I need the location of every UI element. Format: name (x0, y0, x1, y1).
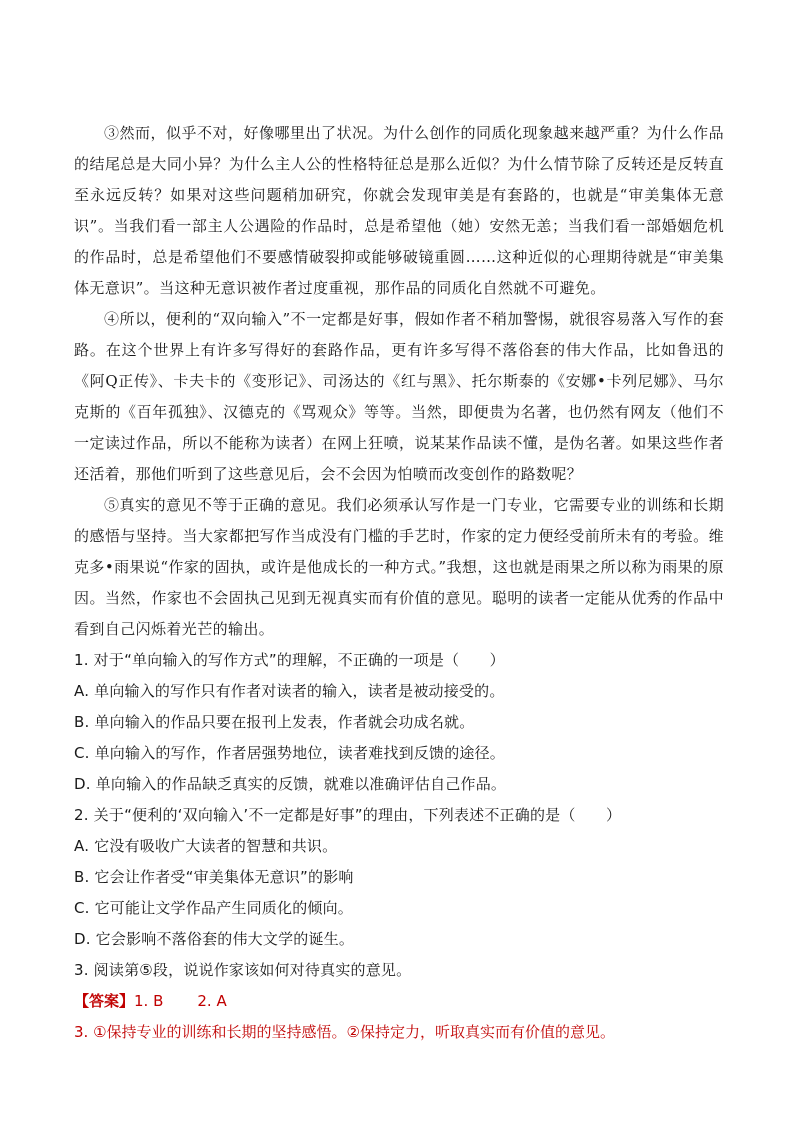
option-a: A. 它没有吸收广大读者的智慧和共识。 (74, 837, 338, 855)
option-b: B. 它会让作者受“审美集体无意识”的影响 (74, 868, 354, 886)
option-c: C. 单向输入的写作，作者居强势地位，读者难找到反馈的途径。 (74, 744, 506, 762)
question-stem: 1. 对于“单向输入的写作方式”的理解，不正确的一项是（ ） (74, 651, 505, 669)
option-c: C. 它可能让文学作品产生同质化的倾向。 (74, 899, 354, 917)
option-a: A. 单向输入的写作只有作者对读者的输入，读者是被动接受的。 (74, 682, 505, 700)
answer-section (74, 986, 724, 1048)
document-page (74, 118, 724, 1048)
passage-paragraph-5: ⑤真实的意见不等于正确的意见。我们必须承认写作是一门专业，它需要专业的训练和长期的感悟与坚持。当大家都把写作当成没有门槛的手艺时，作家的定力便经受前所未有的考验。维克多•雨果说“作家的固执，或许是他成长的一种方式。”我想，这也就是雨果之所以称为雨果的原因。当然，作家也不会固执己见到无视真实而有价值的意见。聪明的读者一定能从优秀的作品中看到自己闪烁着光芒的输出。 (74, 496, 724, 638)
passage-paragraph-3: ③然而，似乎不对，好像哪里出了状况。为什么创作的同质化现象越来越严重？为什么作品的结尾总是大同小异？为什么主人公的性格特征总是那么近似？为什么情节除了反转还是反转直至永远反转？如果对这些问题稍加研究，你就会发现审美是有套路的，也就是“审美集体无意识”。当我们看一部主人公遇险的作品时，总是希望他（她）安然无恙；当我们看一部婚姻危机的作品时，总是希望他们不要感情破裂抑或能够破镜重圆……这种近似的心理期待就是“审美集体无意识”。当这种无意识被作者过度重视，那作品的同质化自然就不可避免。 (74, 124, 724, 297)
question-3 (74, 955, 724, 986)
answer-label: 【答案】 (74, 992, 135, 1010)
question-1 (74, 645, 724, 800)
answer-3: 3. ①保持专业的训练和长期的坚持感悟。②保持定力，听取真实而有价值的意见。 (74, 1023, 615, 1041)
question-2 (74, 800, 724, 955)
passage-paragraph-4: ④所以，便利的“双向输入”不一定都是好事，假如作者不稍加警惕，就很容易落入写作的套路。在这个世界上有许多写得好的套路作品，更有许多写得不落俗套的伟大作品，比如鲁迅的《阿Q正传》、卡夫卡的《变形记》、司汤达的《红与黑》、托尔斯泰的《安娜•卡列尼娜》、马尔克斯的《百年孤独》、汉德克的《骂观众》等等。当然，即便贵为名著，也仍然有网友（他们不一定读过作品，所以不能称为读者）在网上狂喷，说某某作品读不懂，是伪名著。如果这些作者还活着，那他们听到了这些意见后，会不会因为怕喷而改变创作的路数呢？ (74, 310, 724, 483)
question-stem: 2. 关于“便利的‘双向输入’不一定都是好事”的理由，下列表述不正确的是（ ） (74, 806, 622, 824)
option-d: D. 单向输入的作品缺乏真实的反馈，就难以准确评估自己作品。 (74, 775, 507, 793)
answer-1: 1. B (134, 992, 164, 1010)
answer-2: 2. A (197, 992, 227, 1010)
option-d: D. 它会影响不落俗套的伟大文学的诞生。 (74, 930, 355, 948)
answer-line-1 (74, 986, 724, 1017)
option-b: B. 单向输入的作品只要在报刊上发表，作者就会功成名就。 (74, 713, 475, 731)
question-stem: 3. 阅读第⑤段，说说作家该如何对待真实的意见。 (74, 961, 412, 979)
